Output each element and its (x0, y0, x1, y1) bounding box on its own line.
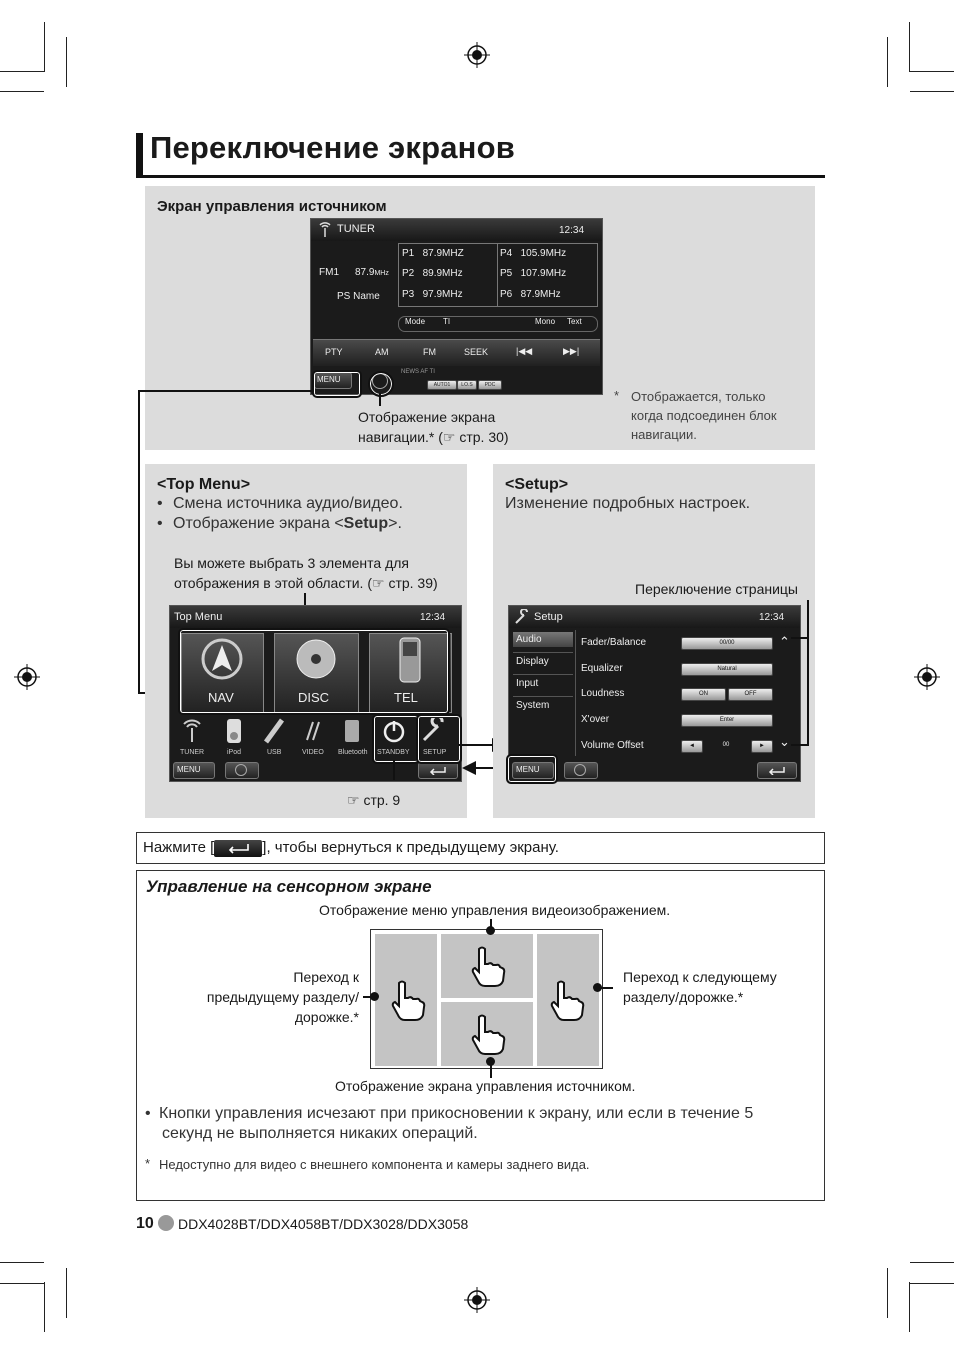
setup-heading: <Setup> (505, 476, 569, 493)
loudness-off-button[interactable]: OFF (728, 688, 773, 701)
source-panel-heading: Экран управления источником (157, 198, 387, 215)
seek-button[interactable]: SEEK (464, 347, 489, 357)
xover-enter-button[interactable]: Enter (681, 714, 773, 727)
right-caption: разделу/дорожке.* (623, 989, 744, 1005)
hand-pointer-icon (470, 946, 506, 988)
preset-button[interactable]: P3 97.9MHz (402, 289, 463, 300)
title-marker (136, 133, 143, 175)
video-shortcut[interactable]: VIDEO (302, 749, 324, 756)
nav-callout: навигации.* (☞ стр. 30) (358, 429, 509, 445)
callout-line (393, 760, 395, 780)
source-control-panel (145, 186, 815, 450)
page-title-bar (136, 130, 825, 178)
tuner-label: TUNER (337, 223, 375, 235)
clock: 12:34 (420, 612, 446, 623)
setup-screen-title: Setup (534, 611, 563, 623)
band-label: FM1 (319, 267, 339, 278)
page-down-icon[interactable]: ⌄ (779, 734, 790, 749)
page-number: 10 (136, 1215, 154, 1232)
standby-highlight (372, 714, 420, 764)
hand-pointer-icon (549, 980, 585, 1022)
touch-heading: Управление на сенсорном экране (146, 877, 432, 896)
left-caption: предыдущему разделу/ (206, 989, 359, 1005)
menu-highlight (506, 754, 558, 784)
bullet-dot: • (157, 515, 163, 532)
setting-label: Volume Offset (581, 740, 644, 751)
usb-shortcut[interactable]: USB (267, 749, 282, 756)
connector-line (138, 390, 140, 694)
mode-button[interactable]: Mode (405, 317, 426, 326)
callout-line (807, 600, 809, 746)
fm-button[interactable]: FM (423, 347, 436, 357)
touch-zones (370, 929, 603, 1069)
arrow-left-icon (462, 761, 476, 775)
ipod-icon (224, 718, 244, 744)
callout-line (791, 637, 809, 639)
bluetooth-shortcut[interactable]: Bluetooth (338, 749, 368, 756)
top-menu-bullet: Смена источника аудио/видео. (173, 495, 403, 512)
mono-button[interactable]: Mono (535, 317, 556, 326)
right-caption: Переход к следующему (623, 969, 777, 985)
note-star: * (614, 388, 620, 403)
connector-line (138, 390, 313, 392)
top-menu-hint: отображения в этой области. (☞ стр. 39) (174, 575, 438, 591)
setup-shortcut[interactable]: SETUP (423, 749, 447, 756)
tuner-screen (310, 218, 603, 395)
page-up-icon[interactable]: ⌃ (779, 634, 790, 649)
nav-callout: Отображение экрана (358, 409, 496, 425)
tuner-antenna-icon (316, 222, 334, 238)
tab-input[interactable]: Input (516, 678, 539, 689)
bullet-dot: • (145, 1105, 151, 1122)
pty-button[interactable]: PTY (325, 347, 343, 357)
callout-dot (486, 1057, 495, 1066)
preset-button[interactable]: P6 87.9MHz (500, 289, 561, 300)
setting-label: Loudness (581, 688, 625, 699)
back-arrow-icon (766, 764, 786, 775)
menu-button-label: MENU (317, 375, 341, 384)
fader-balance-button[interactable]: 00/00 (681, 637, 773, 650)
back-arrow-icon (427, 764, 447, 775)
setting-label: X'over (581, 714, 610, 725)
nav-icon (235, 764, 247, 776)
setup-description: Изменение подробных настроек. (505, 495, 751, 512)
top-menu-bullet: Отображение экрана <Setup>. (173, 515, 402, 532)
preset-button[interactable]: P2 89.9MHz (402, 268, 463, 279)
registration-mark-icon (464, 42, 490, 68)
callout-dot (486, 926, 495, 935)
frequency: 87.9MHz (355, 267, 389, 278)
menu-highlight (312, 370, 362, 398)
callout-line (791, 744, 809, 746)
disc-tile-label: DISC (298, 690, 330, 705)
standby-shortcut[interactable]: STANDBY (377, 749, 410, 756)
preset-button[interactable]: P5 107.9MHz (500, 268, 567, 279)
touch-bullet: Кнопки управления исчезают при прикосновении к экрану, или если в течение 5 (159, 1105, 754, 1122)
nav-note: навигации. (631, 427, 697, 442)
selectable-area-highlight (178, 628, 450, 715)
bullet-circle-icon (158, 1215, 174, 1231)
setup-highlight (416, 714, 462, 764)
los-button[interactable]: LO.S (457, 380, 477, 390)
top-caption: Отображение меню управления видеоизображением. (319, 902, 671, 918)
callout-line (379, 393, 381, 406)
status-indicators: NEWS AF TI (401, 369, 435, 375)
back-button-icon (214, 840, 262, 857)
tab-audio-label: Audio (516, 634, 542, 645)
callout-dot (593, 983, 602, 992)
video-icon (301, 718, 325, 744)
pdc-button[interactable]: PDC (478, 380, 502, 390)
loudness-on-button[interactable]: ON (681, 688, 726, 701)
top-menu-panel (145, 464, 467, 818)
clock: 12:34 (759, 612, 785, 623)
top-menu-hint: Вы можете выбрать 3 элемента для (174, 555, 409, 571)
prev-track-button[interactable]: |◀◀ (516, 346, 533, 356)
auto-button[interactable]: AUTO1 (427, 380, 457, 390)
setting-label: Equalizer (581, 663, 623, 674)
volume-offset-decrease[interactable]: ◄ (681, 740, 703, 753)
bluetooth-icon (340, 718, 366, 744)
tuner-antenna-icon (179, 718, 205, 744)
tab-display[interactable]: Display (516, 656, 549, 667)
page-switch-label: Переключение страницы (635, 581, 798, 597)
tuner-shortcut[interactable]: TUNER (180, 749, 205, 756)
equalizer-button[interactable]: Natural (681, 663, 773, 676)
bottom-caption: Отображение экрана управления источником. (335, 1078, 636, 1094)
footnote-star: * (145, 1156, 151, 1171)
clock: 12:34 (559, 225, 585, 236)
ipod-shortcut[interactable]: iPod (227, 749, 242, 756)
nav-highlight (368, 371, 394, 397)
nav-note: Отображается, только (631, 389, 766, 404)
volume-offset-increase[interactable]: ► (751, 740, 773, 753)
callout-dot (370, 992, 379, 1001)
next-track-button[interactable]: ▶▶| (563, 346, 580, 356)
bullet-dot: • (157, 495, 163, 512)
registration-mark-icon (14, 664, 40, 690)
registration-mark-icon (464, 1287, 490, 1313)
nav-tile-label: NAV (208, 690, 234, 705)
menu-button-label: MENU (177, 765, 201, 774)
touch-section (136, 870, 825, 1201)
top-menu-screen-title: Top Menu (174, 611, 223, 623)
nav-note: когда подсоединен блок (631, 408, 777, 423)
menu-button-label: MENU (516, 765, 540, 774)
tel-tile-label: TEL (394, 690, 418, 705)
preset-button[interactable]: P4 105.9MHz (500, 248, 567, 259)
setting-label: Fader/Balance (581, 637, 647, 648)
left-caption: дорожке.* (294, 1009, 359, 1025)
text-button[interactable]: Text (567, 317, 582, 326)
tab-system[interactable]: System (516, 700, 550, 711)
back-note-box (136, 832, 825, 864)
ps-name: PS Name (337, 291, 380, 302)
touch-bullet: секунд не выполняется никаких операций. (162, 1125, 478, 1142)
top-menu-heading: <Top Menu> (157, 476, 251, 493)
page-title: Переключение экранов (150, 130, 515, 165)
hand-pointer-icon (390, 980, 426, 1022)
footnote: Недоступно для видео с внешнего компонента и камеры заднего вида. (159, 1157, 590, 1172)
setup-panel (493, 464, 815, 818)
hand-pointer-icon (470, 1014, 506, 1056)
wrench-icon (514, 609, 530, 625)
preset-button[interactable]: P1 87.9MHZ (402, 248, 464, 259)
am-button[interactable]: AM (375, 347, 389, 357)
control-bar (313, 339, 600, 366)
left-caption: Переход к (293, 969, 359, 985)
model-list: DDX4028BT/DDX4058BT/DDX3028/DDX3058 (178, 1216, 469, 1232)
usb-icon (262, 718, 286, 744)
nav-icon (574, 764, 586, 776)
standby-ref: ☞ стр. 9 (347, 792, 401, 808)
ti-indicator: TI (443, 317, 451, 326)
back-note: Нажмите [ ], чтобы вернуться к предыдущему экрану. (143, 839, 559, 856)
registration-mark-icon (914, 664, 940, 690)
volume-offset-value: 00 (722, 742, 730, 748)
